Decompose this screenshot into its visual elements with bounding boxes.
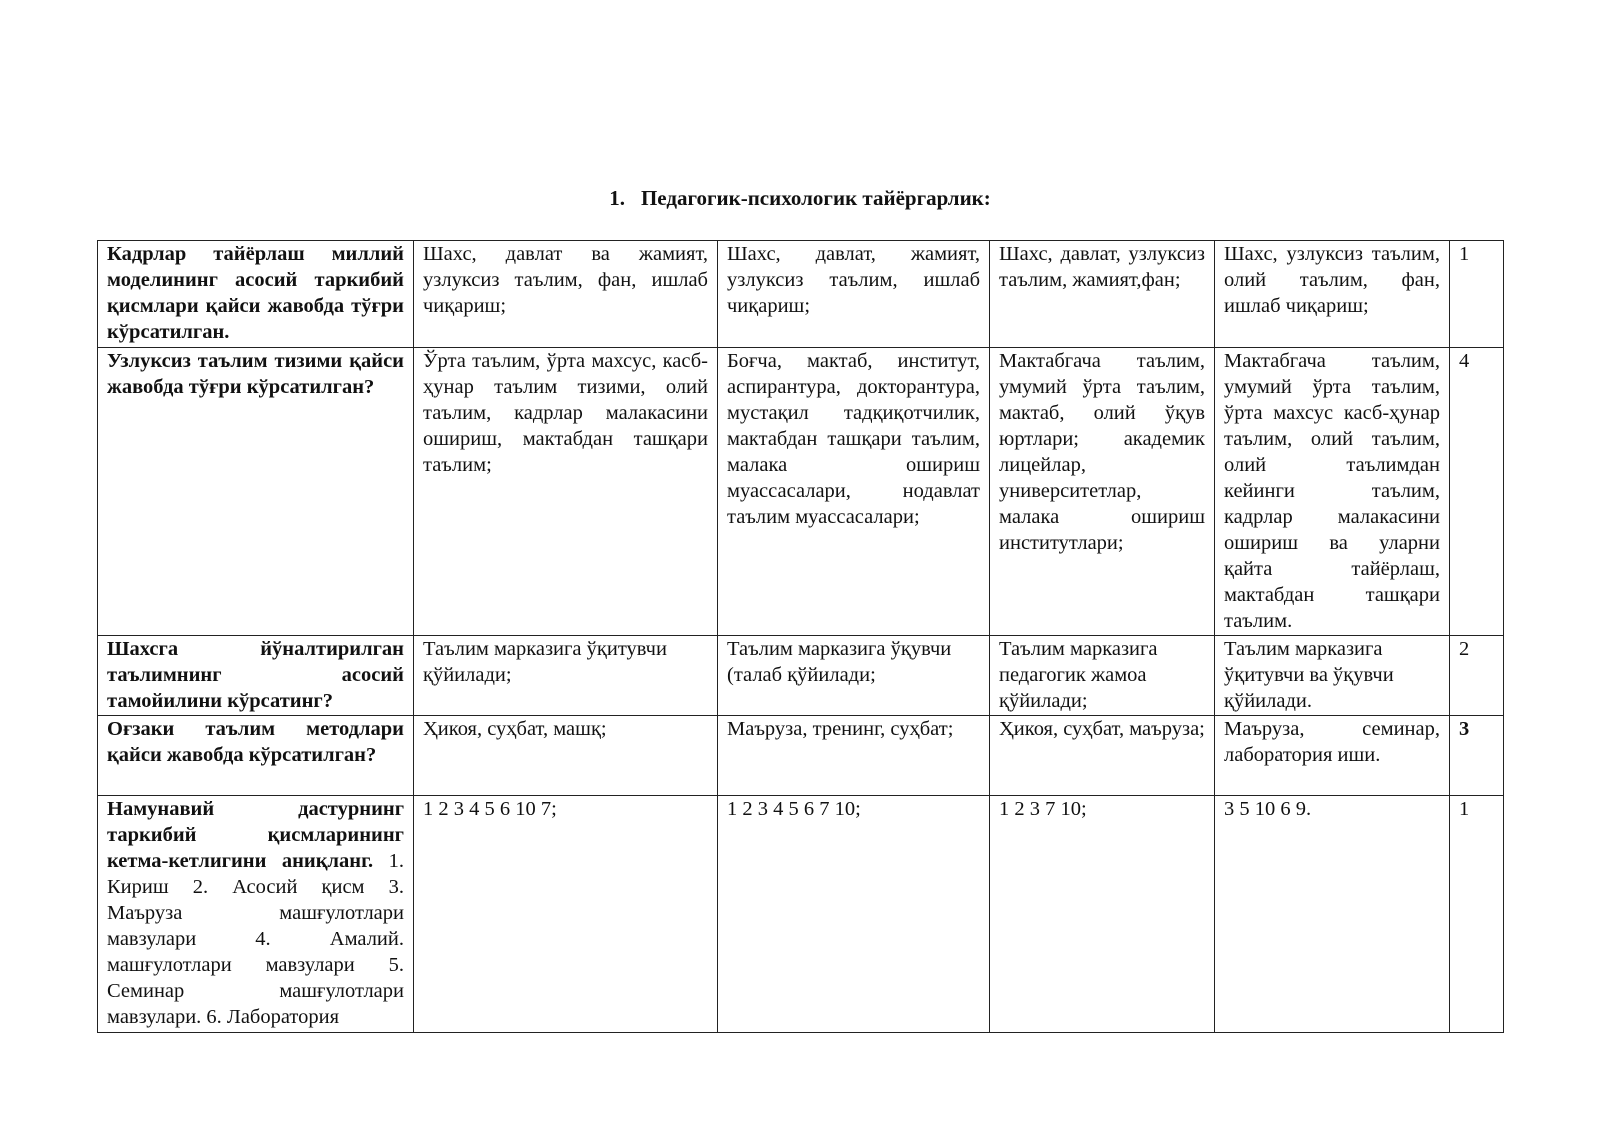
option-c-cell: 1 2 3 7 10;: [990, 796, 1215, 1033]
option-d-cell: Маъруза, семинар, лаборатория иши.: [1215, 716, 1450, 796]
option-a-cell: 1 2 3 4 5 6 10 7;: [414, 796, 718, 1033]
answer-key-cell: 4: [1450, 348, 1504, 636]
table-row: [98, 716, 1504, 796]
answer-key-cell: 1: [1450, 241, 1504, 348]
option-b-cell: Боғча, мактаб, институт, аспирантура, докторантура, мустақил тадқиқотчилик, мактабдан ташқари таълим, малака ошириш муассасалари, нодавлат таълим муассасалари;: [718, 348, 990, 636]
table-row: [98, 636, 1504, 716]
option-b-cell: Маъруза, тренинг, суҳбат;: [718, 716, 990, 796]
table-row: [98, 241, 1504, 348]
test-questions-table: [97, 240, 1504, 1033]
option-b-cell: Шахс, давлат, жамият, узлуксиз таълим, ишлаб чиқариш;: [718, 241, 990, 348]
option-c-cell: Таълим марказига педагогик жамоа қўйилади;: [990, 636, 1215, 716]
section-heading: [0, 186, 1600, 211]
question-text: Намунавий дастурнинг таркибий қисмларининг кетма-кетлигини аниқланг.: [107, 798, 404, 872]
option-a-cell: Таълим марказига ўқитувчи қўйилади;: [414, 636, 718, 716]
table-row: [98, 796, 1504, 1033]
section-title: Педагогик-психологик тайёргарлик:: [640, 186, 991, 210]
option-c-cell: Ҳикоя, суҳбат, маъруза;: [990, 716, 1215, 796]
question-detail: 1. Кириш 2. Асосий қисм 3. Маъруза машғулотлари мавзулари 4. Амалий. машғулотлари мавзулари 5. Семинар машғулотлари мавзулари. 6. Лаборатория: [107, 850, 404, 1028]
question-cell: Узлуксиз таълим тизими қайси жавобда тўғри кўрсатилган?: [98, 348, 414, 636]
section-number: 1.: [609, 186, 625, 210]
option-c-cell: Шахс, давлат, узлуксиз таълим, жамият,фан;: [990, 241, 1215, 348]
answer-key-cell: 3: [1450, 716, 1504, 796]
option-a-cell: Шахс, давлат ва жамият, узлуксиз таълим, фан, ишлаб чиқариш;: [414, 241, 718, 348]
table-row: [98, 348, 1504, 636]
answer-key-cell: 1: [1450, 796, 1504, 1033]
option-d-cell: Таълим марказига ўқитувчи ва ўқувчи қўйилади.: [1215, 636, 1450, 716]
option-b-cell: 1 2 3 4 5 6 7 10;: [718, 796, 990, 1033]
question-cell: Шахсга йўналтирилган таълимнинг асосий тамойилини кўрсатинг?: [98, 636, 414, 716]
option-d-cell: 3 5 10 6 9.: [1215, 796, 1450, 1033]
answer-key-cell: 2: [1450, 636, 1504, 716]
option-a-cell: Ўрта таълим, ўрта махсус, касб-ҳунар таълим тизими, олий таълим, кадрлар малакасини ошириш, мактабдан ташқари таълим;: [414, 348, 718, 636]
option-b-cell: Таълим марказига ўқувчи (талаб қўйилади;: [718, 636, 990, 716]
question-cell: Оғзаки таълим методлари қайси жавобда кўрсатилган?: [98, 716, 414, 796]
option-d-cell: Шахс, узлуксиз таълим, олий таълим, фан, ишлаб чиқариш;: [1215, 241, 1450, 348]
question-cell: Кадрлар тайёрлаш миллий моделининг асосий таркибий қисмлари қайси жавобда тўғри кўрсатилган.: [98, 241, 414, 348]
option-c-cell: Мактабгача таълим, умумий ўрта таълим, мактаб, олий ўқув юртлари; академик лицейлар, университетлар, малака ошириш институтлари;: [990, 348, 1215, 636]
option-d-cell: Мактабгача таълим, умумий ўрта таълим, ўрта махсус касб-ҳунар таълим, олий таълим, олий таълимдан кейинги таълим, кадрлар малакасини ошириш ва уларни қайта тайёрлаш, мактабдан ташқари таълим.: [1215, 348, 1450, 636]
question-content: [107, 796, 404, 1032]
question-cell: [98, 796, 414, 1033]
option-a-cell: Ҳикоя, суҳбат, машқ;: [414, 716, 718, 796]
